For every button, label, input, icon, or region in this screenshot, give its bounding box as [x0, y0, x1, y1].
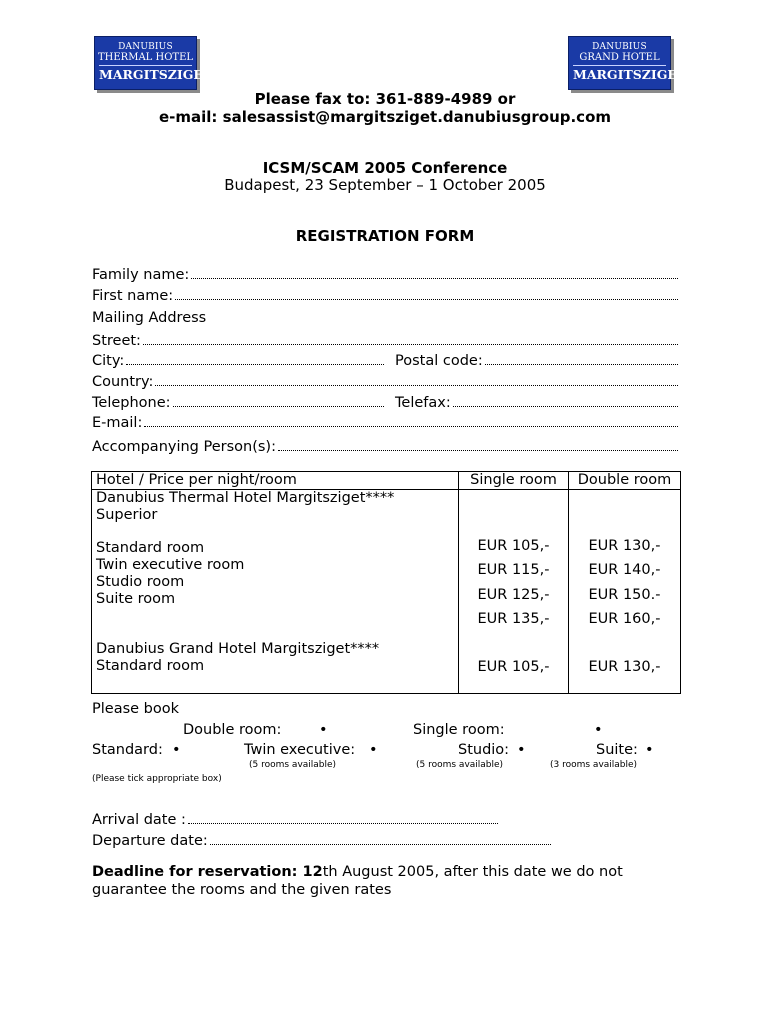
conference-title: ICSM/SCAM 2005 Conference — [262, 159, 508, 177]
first-name-field[interactable] — [92, 286, 678, 306]
arrival-date-dots — [188, 810, 498, 824]
thermal-hotel-name: Danubius Thermal Hotel Margitsziget**** — [96, 490, 395, 506]
price-single: EUR 125,- — [477, 586, 550, 603]
deadline-line1 — [92, 864, 678, 880]
room-name: Standard room — [96, 540, 205, 556]
accompanying-dots — [278, 437, 678, 451]
mailing-address-heading: Mailing Address — [92, 310, 207, 326]
single-room-label: Single room: — [413, 722, 505, 738]
header-double: Double room — [569, 472, 681, 490]
telefax-label: Telefax: — [395, 395, 451, 411]
fax-line: Please fax to: 361-889-4989 or — [254, 90, 516, 108]
email-dots — [144, 413, 678, 427]
hotel-column — [92, 490, 459, 694]
please-book-label: Please book — [92, 701, 180, 717]
logo-line3: MARGITSZIGET — [99, 67, 213, 82]
single-room-checkbox[interactable]: • — [594, 722, 603, 738]
table-header-row — [92, 472, 681, 490]
grand-hotel-logo — [568, 36, 687, 90]
price-single: EUR 105,- — [477, 659, 550, 676]
departure-date-label: Departure date: — [92, 833, 208, 849]
thermal-hotel-logo — [94, 36, 213, 90]
suite-availability: (3 rooms available) — [550, 760, 638, 770]
accompanying-field[interactable] — [92, 437, 678, 457]
deadline-rest: th August 2005, after this date we do not — [322, 864, 623, 880]
double-room-checkbox[interactable]: • — [319, 722, 328, 738]
deadline-bold: Deadline for reservation: 12 — [92, 864, 323, 880]
telefax-dots — [453, 393, 678, 407]
street-dots — [143, 331, 678, 345]
postal-code-field[interactable] — [395, 351, 678, 371]
price-double: EUR 130,- — [588, 659, 661, 676]
standard-label: Standard: — [92, 742, 163, 758]
email-line: e-mail: salesassist@margitsziget.danubiusgroup.com — [158, 108, 612, 126]
accompanying-label: Accompanying Person(s): — [92, 439, 276, 455]
email-field[interactable] — [92, 413, 678, 433]
postal-code-dots — [485, 351, 678, 365]
twin-availability: (5 rooms available) — [249, 760, 337, 770]
price-single: EUR 105,- — [477, 538, 550, 554]
email-label: E-mail: — [92, 415, 143, 431]
telephone-field[interactable] — [92, 393, 384, 413]
family-name-label: Family name: — [92, 267, 190, 283]
studio-availability: (5 rooms available) — [416, 760, 504, 770]
street-label: Street: — [92, 333, 141, 349]
studio-checkbox[interactable]: • — [517, 742, 526, 758]
price-double: EUR 140,- — [588, 562, 661, 579]
double-price-column — [569, 490, 681, 694]
country-label: Country: — [92, 374, 154, 390]
arrival-date-field[interactable] — [92, 810, 498, 830]
logo-line3: MARGITSZIGET — [573, 67, 687, 82]
logo-line2: THERMAL HOTEL — [97, 52, 194, 63]
departure-date-dots — [210, 831, 551, 845]
double-room-label: Double room: — [183, 722, 282, 738]
telephone-label: Telephone: — [92, 395, 171, 411]
twin-executive-label: Twin executive: — [244, 742, 356, 758]
price-double: EUR 130,- — [588, 538, 661, 554]
price-single: EUR 135,- — [477, 610, 550, 627]
family-name-field[interactable] — [92, 265, 678, 285]
city-field[interactable] — [92, 351, 384, 371]
logo-line2: GRAND HOTEL — [579, 52, 660, 63]
table-body-row — [92, 490, 681, 694]
street-field[interactable] — [92, 331, 678, 351]
logo-line1: DANUBIUS — [592, 42, 647, 52]
family-name-dots — [191, 265, 678, 279]
single-price-column — [459, 490, 569, 694]
twin-executive-checkbox[interactable]: • — [369, 742, 378, 758]
conference-place-date: Budapest, 23 September – 1 October 2005 — [224, 176, 546, 194]
price-single: EUR 115,- — [477, 562, 550, 579]
country-dots — [155, 372, 678, 386]
thermal-superior: Superior — [96, 507, 158, 523]
price-double: EUR 150.- — [588, 586, 661, 603]
departure-date-field[interactable] — [92, 831, 551, 851]
first-name-label: First name: — [92, 288, 174, 304]
telefax-field[interactable] — [395, 393, 678, 413]
rates-table — [91, 471, 681, 694]
room-name: Suite room — [96, 591, 176, 607]
logo-line1: DANUBIUS — [118, 42, 173, 52]
room-name: Studio room — [96, 574, 185, 590]
city-dots — [126, 351, 384, 365]
room-name: Twin executive room — [96, 557, 245, 573]
first-name-dots — [175, 286, 678, 300]
country-field[interactable] — [92, 372, 678, 392]
studio-label: Studio: — [458, 742, 510, 758]
suite-checkbox[interactable]: • — [645, 742, 654, 758]
form-title: REGISTRATION FORM — [295, 227, 475, 245]
city-label: City: — [92, 353, 125, 369]
header-hotel: Hotel / Price per night/room — [92, 472, 459, 490]
price-double: EUR 160,- — [588, 610, 661, 627]
tick-note: (Please tick appropriate box) — [92, 774, 222, 784]
suite-label: Suite: — [596, 742, 638, 758]
standard-checkbox[interactable]: • — [172, 742, 181, 758]
header-single: Single room — [459, 472, 569, 490]
grand-room-name: Standard room — [96, 658, 205, 674]
deadline-line2: guarantee the rooms and the given rates — [92, 882, 392, 898]
grand-hotel-name: Danubius Grand Hotel Margitsziget**** — [96, 641, 380, 657]
telephone-dots — [173, 393, 384, 407]
arrival-date-label: Arrival date : — [92, 812, 186, 828]
postal-code-label: Postal code: — [395, 353, 483, 369]
